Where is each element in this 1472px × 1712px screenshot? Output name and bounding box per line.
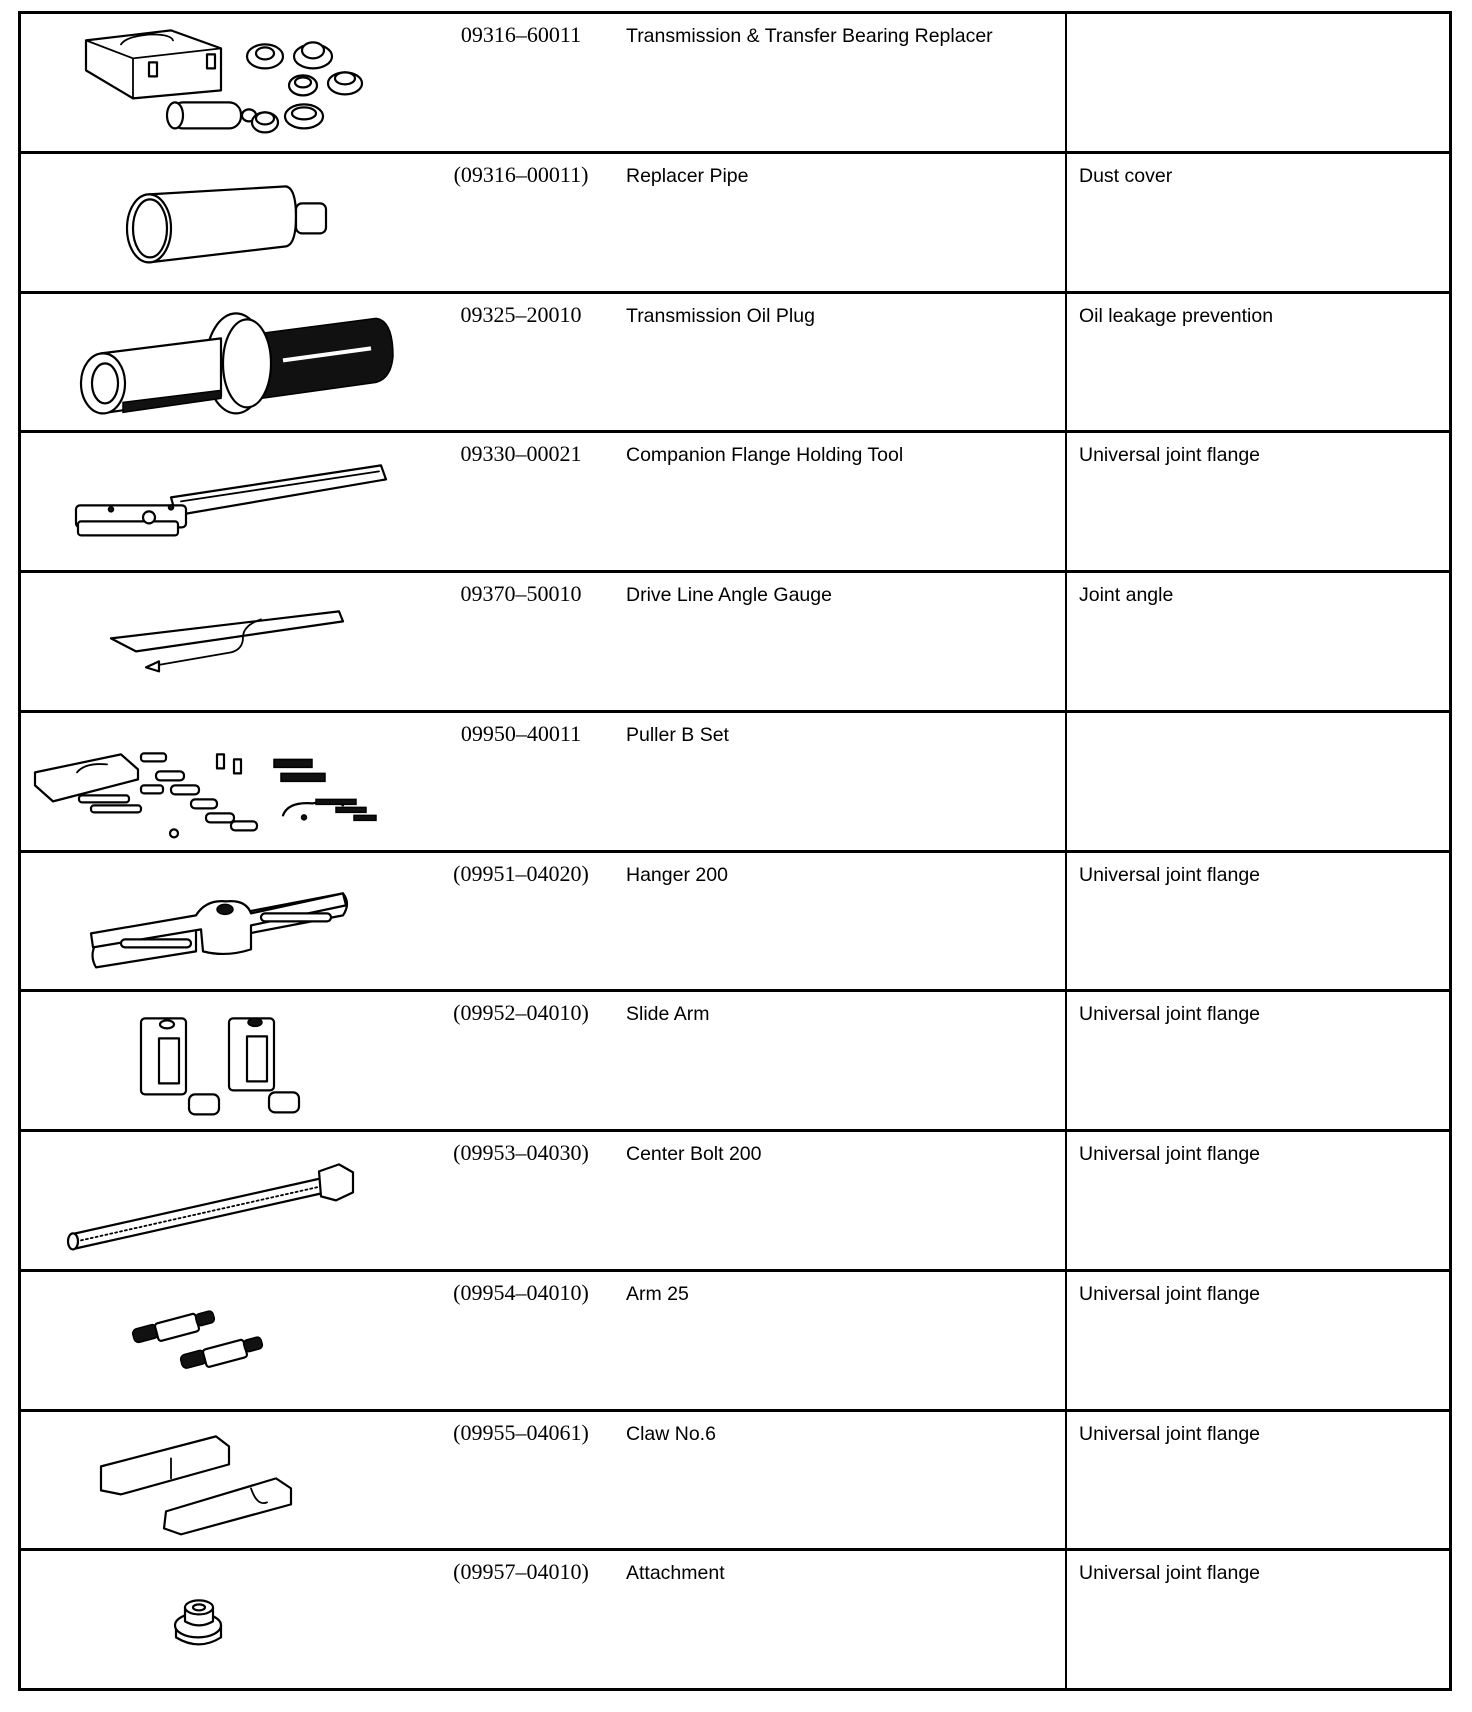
illustration-cell [21, 713, 431, 850]
illustration-cell [21, 433, 431, 570]
tool-name: Hanger 200 [626, 863, 728, 886]
angle-gauge-icon [21, 573, 431, 710]
special-service-tools-table [18, 11, 1452, 1691]
part-number: (09316–00011) [453, 161, 589, 187]
tool-note: Universal joint flange [1065, 1412, 1449, 1549]
table-row [21, 433, 1449, 573]
tool-name: Slide Arm [626, 1003, 710, 1026]
tool-note [1065, 14, 1449, 151]
tool-name: Claw No.6 [626, 1422, 716, 1445]
table-row [21, 154, 1449, 294]
part-number: 09330–00021 [460, 441, 582, 467]
illustration-cell [21, 1132, 431, 1269]
table-row [21, 1551, 1449, 1688]
tool-name: Transmission & Transfer Bearing Replacer [626, 25, 993, 47]
tool-name: Puller B Set [626, 723, 729, 746]
part-number: 09950–40011 [460, 720, 582, 746]
part-number: 09325–20010 [460, 301, 582, 327]
illustration-cell [21, 853, 431, 990]
part-number: (09952–04010) [453, 1000, 589, 1026]
illustration-cell [21, 154, 431, 291]
illustration-cell [21, 992, 431, 1129]
puller-set-icon [21, 713, 431, 850]
oil-plug-icon [21, 294, 431, 431]
tool-note: Universal joint flange [1065, 433, 1449, 570]
part-number: (09955–04061) [453, 1419, 589, 1445]
part-number: 09316–60011 [460, 22, 582, 47]
tool-name: Drive Line Angle Gauge [626, 584, 832, 606]
table-row [21, 713, 1449, 853]
part-number: (09953–04030) [453, 1140, 589, 1165]
tool-name: Replacer Pipe [626, 164, 749, 187]
tool-note: Universal joint flange [1065, 1551, 1449, 1688]
table-row [21, 14, 1449, 154]
table-row [21, 1272, 1449, 1412]
tool-note: Universal joint flange [1065, 853, 1449, 990]
tool-note: Universal joint flange [1065, 1132, 1449, 1269]
slide-arm-icon [21, 992, 431, 1129]
part-number: (09957–04010) [453, 1559, 589, 1585]
tool-name: Arm 25 [626, 1282, 689, 1305]
table-row [21, 294, 1449, 434]
attachment-icon [21, 1551, 431, 1688]
tool-note: Dust cover [1065, 154, 1449, 291]
arm-icon [21, 1272, 431, 1409]
tool-note: Universal joint flange [1065, 1272, 1449, 1409]
table-row [21, 853, 1449, 993]
center-bolt-icon [21, 1132, 431, 1269]
illustration-cell [21, 573, 431, 710]
illustration-cell [21, 14, 431, 151]
tool-name: Center Bolt 200 [626, 1143, 762, 1165]
table-row [21, 992, 1449, 1132]
tool-note [1065, 713, 1449, 850]
replacer-pipe-icon [21, 154, 431, 291]
table-row [21, 573, 1449, 713]
tool-name: Companion Flange Holding Tool [626, 444, 904, 467]
bearing-replacer-set-icon [21, 14, 431, 151]
illustration-cell [21, 294, 431, 431]
part-number: (09951–04020) [453, 860, 589, 886]
illustration-cell [21, 1412, 431, 1549]
part-number: 09370–50010 [460, 581, 582, 606]
tool-name: Attachment [626, 1562, 725, 1585]
table-row [21, 1412, 1449, 1552]
tool-note: Oil leakage prevention [1065, 294, 1449, 431]
tool-note: Universal joint flange [1065, 992, 1449, 1129]
part-number: (09954–04010) [453, 1279, 589, 1305]
tool-name: Transmission Oil Plug [626, 304, 815, 327]
hanger-icon [21, 853, 431, 990]
flange-holding-tool-icon [21, 433, 431, 570]
illustration-cell [21, 1272, 431, 1409]
claw-icon [21, 1412, 431, 1549]
illustration-cell [21, 1551, 431, 1688]
table-row [21, 1132, 1449, 1272]
tool-note: Joint angle [1065, 573, 1449, 710]
